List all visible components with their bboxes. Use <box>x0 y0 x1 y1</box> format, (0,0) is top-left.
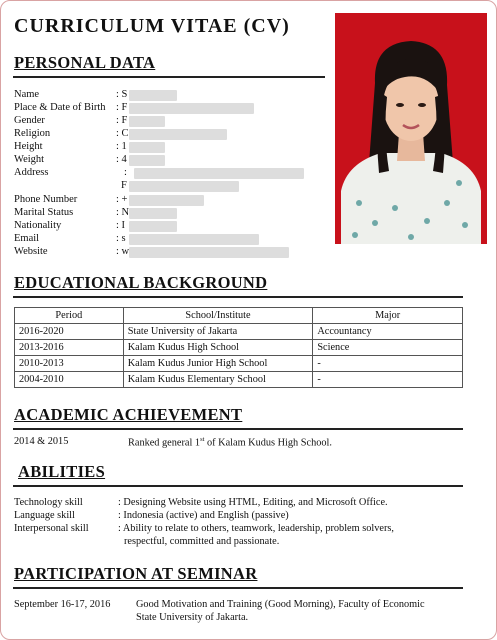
profile-photo <box>335 13 487 244</box>
redacted-value <box>129 129 227 140</box>
achievement-year: 2014 & 2015 <box>14 436 69 447</box>
education-rule <box>13 296 463 298</box>
personal-label: Marital Status <box>14 207 74 218</box>
cv-title: CURRICULUM VITAE (CV) <box>14 15 290 37</box>
personal-row-marital <box>14 207 314 220</box>
personal-colon: : C <box>116 128 129 139</box>
education-heading: EDUCATIONAL BACKGROUND <box>14 273 268 292</box>
seminar-institution: State University of Jakarta. <box>136 612 249 623</box>
major-cell: - <box>313 372 463 388</box>
personal-data-heading: PERSONAL DATA <box>14 53 156 72</box>
personal-colon: : I <box>116 220 126 231</box>
ability-value-continued: respectful, committed and passionate. <box>124 536 280 547</box>
personal-row-religion <box>14 128 314 141</box>
personal-value: N <box>121 207 130 218</box>
redacted-value <box>129 234 259 245</box>
school-cell: Kalam Kudus High School <box>123 340 313 356</box>
abilities-heading: ABILITIES <box>18 462 106 481</box>
redacted-value <box>129 103 254 114</box>
table-row <box>15 372 463 388</box>
personal-label: Weight <box>14 154 45 165</box>
major-cell: Accountancy <box>313 324 463 340</box>
achievement-text <box>128 436 332 448</box>
ability-label: Technology skill <box>14 497 83 508</box>
education-table <box>14 307 463 388</box>
redacted-value <box>129 142 165 153</box>
redacted-value <box>129 116 165 127</box>
redacted-value <box>129 195 204 206</box>
redacted-value <box>134 168 304 179</box>
personal-row-birth <box>14 102 314 115</box>
personal-row-gender <box>14 115 314 128</box>
ability-value: : Designing Website using HTML, Editing, and Microsoft Office. <box>118 497 388 508</box>
personal-colon: : <box>124 167 127 178</box>
redacted-value <box>129 208 177 219</box>
achievement-heading: ACADEMIC ACHIEVEMENT <box>14 405 243 424</box>
personal-label: Height <box>14 141 43 152</box>
personal-data-rule <box>13 76 325 78</box>
major-cell: Science <box>313 340 463 356</box>
period-cell: 2016-2020 <box>15 324 124 340</box>
personal-value: s <box>121 233 126 244</box>
achievement-text-rest: of Kalam Kudus High School. <box>204 437 332 449</box>
personal-row-address <box>14 167 314 180</box>
redacted-value <box>129 247 289 258</box>
ability-label: Language skill <box>14 510 75 521</box>
personal-label: Nationality <box>14 220 62 231</box>
personal-label: Place & Date of Birth <box>14 102 106 113</box>
personal-row-website <box>14 246 314 259</box>
personal-row-email <box>14 233 314 246</box>
redacted-value <box>129 155 165 166</box>
personal-row-height <box>14 141 314 154</box>
personal-colon: : 1 <box>116 141 127 152</box>
personal-label: Phone Number <box>14 194 78 205</box>
personal-value: w <box>121 246 130 257</box>
ability-value: : Indonesia (active) and English (passive) <box>118 510 289 521</box>
personal-value: 1 <box>121 141 127 152</box>
redacted-value <box>129 90 177 101</box>
personal-value: F <box>121 180 127 191</box>
personal-label: Website <box>14 246 48 257</box>
personal-colon: : + <box>116 194 128 205</box>
ability-value: : Ability to relate to others, teamwork, leadership, problem solvers, <box>118 523 394 534</box>
personal-row-name <box>14 89 314 102</box>
column-header: Major <box>313 308 463 324</box>
redacted-value <box>129 221 177 232</box>
major-cell: - <box>313 356 463 372</box>
personal-row-phone <box>14 194 314 207</box>
personal-value: + <box>121 194 128 205</box>
abilities-rule <box>13 485 463 487</box>
table-row <box>15 324 463 340</box>
personal-colon: : S <box>116 89 128 100</box>
seminar-heading: PARTICIPATION AT SEMINAR <box>14 564 258 583</box>
ability-label: Interpersonal skill <box>14 523 89 534</box>
personal-value: 4 <box>121 154 127 165</box>
personal-value: I <box>121 220 126 231</box>
personal-label: Email <box>14 233 40 244</box>
period-cell: 2013-2016 <box>15 340 124 356</box>
personal-value: C <box>121 128 129 139</box>
achievement-text-main: Ranked general 1 <box>128 437 201 449</box>
personal-label: Gender <box>14 115 45 126</box>
personal-value: S <box>121 89 128 100</box>
seminar-rule <box>13 587 463 589</box>
seminar-title: Good Motivation and Training (Good Morning), Faculty of Economic <box>136 599 425 610</box>
personal-colon: : s <box>116 233 126 244</box>
redacted-value <box>129 181 239 192</box>
column-header: School/Institute <box>123 308 313 324</box>
column-header: Period <box>15 308 124 324</box>
table-row <box>15 356 463 372</box>
achievement-rule <box>13 428 463 430</box>
personal-row-nationality <box>14 220 314 233</box>
school-cell: Kalam Kudus Junior High School <box>123 356 313 372</box>
personal-colon: : F <box>116 115 128 126</box>
personal-colon: : N <box>116 207 130 218</box>
period-cell: 2010-2013 <box>15 356 124 372</box>
personal-label: Name <box>14 89 40 100</box>
school-cell: State University of Jakarta <box>123 324 313 340</box>
ordinal-suffix: st <box>200 436 205 443</box>
period-cell: 2004-2010 <box>15 372 124 388</box>
personal-colon: : w <box>116 246 130 257</box>
personal-value: F <box>121 102 128 113</box>
personal-value: F <box>121 115 128 126</box>
personal-row-weight <box>14 154 314 167</box>
personal-label: Address <box>14 167 49 178</box>
personal-row-address-2 <box>14 180 314 193</box>
table-header-row <box>15 308 463 324</box>
seminar-date: September 16-17, 2016 <box>14 599 111 610</box>
school-cell: Kalam Kudus Elementary School <box>123 372 313 388</box>
portrait-image <box>335 13 487 244</box>
personal-colon: : F <box>116 102 128 113</box>
table-row <box>15 340 463 356</box>
personal-colon: : 4 <box>116 154 127 165</box>
personal-label: Religion <box>14 128 51 139</box>
